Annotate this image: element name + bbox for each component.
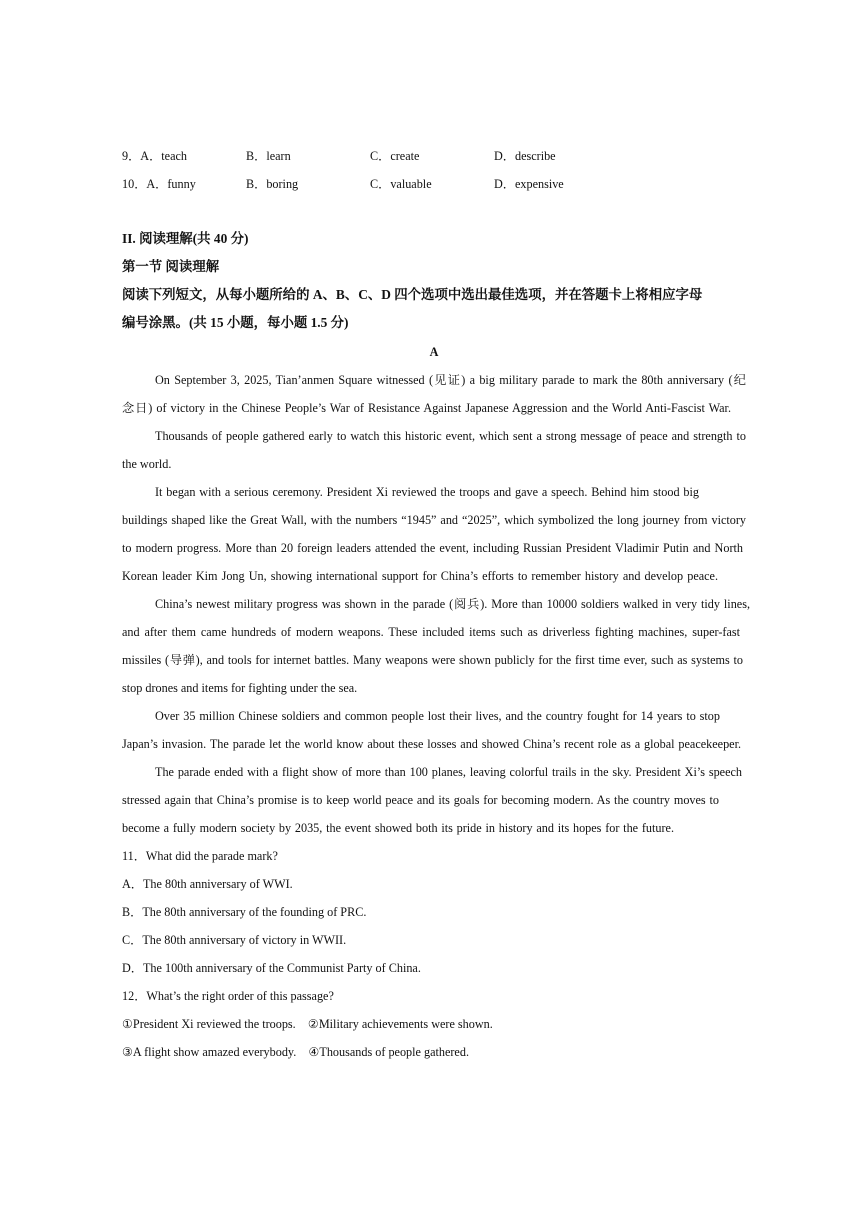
question-stem: 11．What did the parade mark? [122,849,278,863]
question-stem: 12．What’s the right order of this passage? [122,989,334,1003]
question-option-d: D．The 100th anniversary of the Communist Party of China. [122,961,421,975]
section-title: II. 阅读理解(共 40 分) [122,231,249,246]
section-instruction-line1: 阅读下列短文，从每小题所给的 A、B、C、D 四个选项中选出最佳选项，并在答题卡上将相应字母 [122,287,703,302]
passage-line: 念日) of victory in the Chinese People’s War of Resistance Against Japanese Aggression and the World Anti-Fascist War. [122,401,731,415]
question-option-a: A．The 80th anniversary of WWI. [122,877,293,891]
passage-line: the world. [122,457,172,471]
passage-label: A [429,345,439,359]
q9-option-a: 9．A．teach [122,149,187,163]
passage-line: Over 35 million Chinese soldiers and common people lost their lives, and the country fought for 14 years to stop [155,709,720,723]
passage-line: missiles (导弹), and tools for internet battles. Many weapons were shown publicly for the first time ever, such as systems to [122,653,743,667]
passage-line: buildings shaped like the Great Wall, with the numbers “1945” and “2025”, which symbolized the long journey from victory [122,513,746,527]
passage-line: The parade ended with a flight show of more than 100 planes, leaving colorful trails in the sky. President Xi’s speech [155,765,742,779]
passage-line: On September 3, 2025, Tian’anmen Square witnessed (见证) a big military parade to mark the 80th anniversary (纪 [155,373,746,387]
q9-option-b: B．learn [246,149,291,163]
q10-option-c: C．valuable [370,177,432,191]
q10-option-b: B．boring [246,177,299,191]
passage-line: Korean leader Kim Jong Un, showing international support for China’s efforts to remember history and develop peace. [122,569,718,583]
question-option-c: C．The 80th anniversary of victory in WWII. [122,933,347,947]
section-instruction-line2: 编号涂黑。(共 15 小题，每小题 1.5 分) [122,315,349,330]
passage-line: and after them came hundreds of modern weapons. These included items such as driverless fighting machines, super-fast [122,625,740,639]
passage-line: China’s newest military progress was shown in the parade (阅兵). More than 10000 soldiers walked in very tidy lines, [155,597,750,611]
q9-option-c: C．create [370,149,420,163]
passage-line: stop drones and items for fighting under the sea. [122,681,358,695]
q9-option-d: D．describe [494,149,556,163]
section-subtitle: 第一节 阅读理解 [122,259,220,274]
order-options-line2: ③A flight show amazed everybody. ④Thousands of people gathered. [122,1045,469,1059]
passage-line: stressed again that China’s promise is to keep world peace and its goals for becoming modern. As the country moves to [122,793,719,807]
question-option-b: B．The 80th anniversary of the founding of PRC. [122,905,367,919]
order-options-line1: ①President Xi reviewed the troops. ②Military achievements were shown. [122,1017,493,1031]
q10-option-a: 10．A．funny [122,177,196,191]
passage-line: become a fully modern society by 2035, the event showed both its pride in history and its hopes for the future. [122,821,674,835]
passage-line: Japan’s invasion. The parade let the world know about these losses and showed China’s recent role as a global peacekeeper. [122,737,741,751]
passage-line: Thousands of people gathered early to watch this historic event, which sent a strong message of peace and strength to [155,429,746,443]
q10-option-d: D．expensive [494,177,564,191]
passage-line: to modern progress. More than 20 foreign leaders attended the event, including Russian President Vladimir Putin and North [122,541,743,555]
passage-line: It began with a serious ceremony. President Xi reviewed the troops and gave a speech. Behind him stood big [155,485,699,499]
